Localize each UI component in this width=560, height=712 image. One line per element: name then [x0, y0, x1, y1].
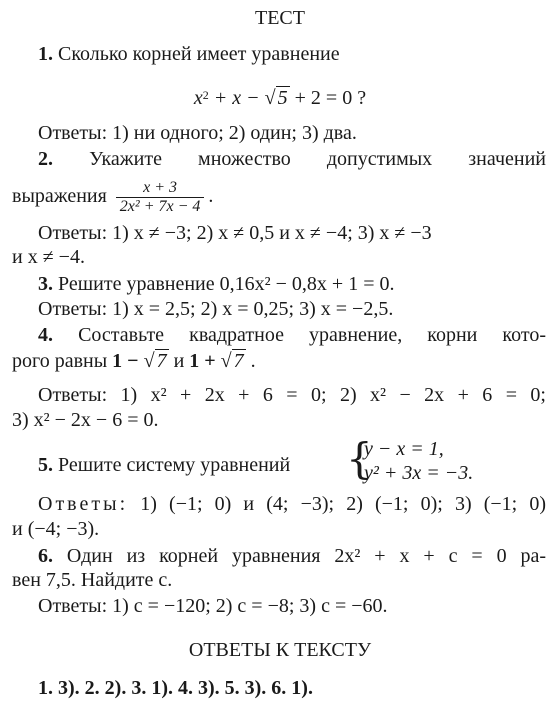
question-text: Сколько корней имеет уравнение	[58, 43, 340, 65]
question-3	[38, 272, 560, 296]
answers-1: Ответы: 1) ни одного; 2) один; 3) два.	[38, 122, 357, 144]
question-number: 2.	[38, 148, 53, 170]
page-title: ТЕСТ	[255, 7, 305, 29]
system-equation-2: y² + 3x = −3.	[364, 462, 474, 484]
question-number: 5.	[38, 454, 53, 476]
question-2	[38, 147, 546, 171]
answers-3: Ответы: 1) x = 2,5; 2) x = 0,25; 3) x = −2,5.	[38, 298, 394, 320]
fraction: $\frac{x + 3}{\text{2x² + 7x − 4}}$	[116, 179, 205, 216]
question-number: 4.	[38, 324, 53, 346]
system-brace: {	[346, 434, 373, 483]
question-text: Укажите множество допустимых значений	[89, 148, 546, 170]
question-number: 1.	[38, 43, 53, 65]
equation-1: $x^2 + x$ − √ 5 + 2 = 0 ?	[193, 87, 367, 109]
question-number: 6.	[38, 545, 53, 567]
answers-2: Ответы: 1) x ≠ −3; 2) x ≠ 0,5 и x ≠ −4; 3) x ≠ −3	[38, 222, 432, 244]
question-6	[38, 544, 546, 568]
question-4	[38, 323, 546, 347]
answers-title: ОТВЕТЫ К ТЕКСТУ	[188, 639, 372, 661]
answers-4-cont: 3) x² − 2x − 6 = 0.	[12, 409, 159, 431]
answers-6: Ответы: 1) c = −120; 2) c = −8; 3) c = −60.	[38, 595, 388, 617]
question-6-line2: вен 7,5. Найдите c.	[12, 569, 173, 591]
question-text: Составьте квадратное уравнение, корни кото-	[78, 324, 547, 346]
answers-5-cont: и (−4; −3).	[12, 518, 100, 540]
question-4-line2: рого равны 1 − √ 7 и 1 + √ 7 .	[12, 350, 256, 372]
sqrt-expression: √ 7	[143, 350, 167, 372]
question-2-line2: выражения $\frac{x + 3}{\text{2x² + 7x − 4}}$ .	[12, 178, 214, 215]
question-number: 3.	[38, 273, 53, 295]
answers-2-cont: и x ≠ −4.	[12, 246, 85, 268]
question-text: Решите уравнение 0,16x² − 0,8x + 1 = 0.	[58, 273, 395, 295]
sqrt-expression: √ 5	[264, 87, 288, 109]
answers-5: Ответы: 1) (−1; 0) и (4; −3); 2) (−1; 0); 3) (−1; 0)	[38, 493, 547, 515]
answers-4: Ответы: 1) x² + 2x + 6 = 0; 2) x² − 2x + 6 = 0;	[38, 384, 546, 406]
question-text: Один из корней уравнения 2x² + x + c = 0 ра-	[66, 545, 547, 567]
answers-key: 1. 3). 2. 2). 3. 1). 4. 3). 5. 3). 6. 1).	[38, 677, 313, 699]
sqrt-expression: √ 7	[220, 350, 244, 372]
question-5	[38, 453, 560, 477]
system-equation-1: y − x = 1,	[364, 438, 444, 460]
question-1	[38, 42, 560, 66]
question-text: Решите систему уравнений	[58, 454, 291, 476]
